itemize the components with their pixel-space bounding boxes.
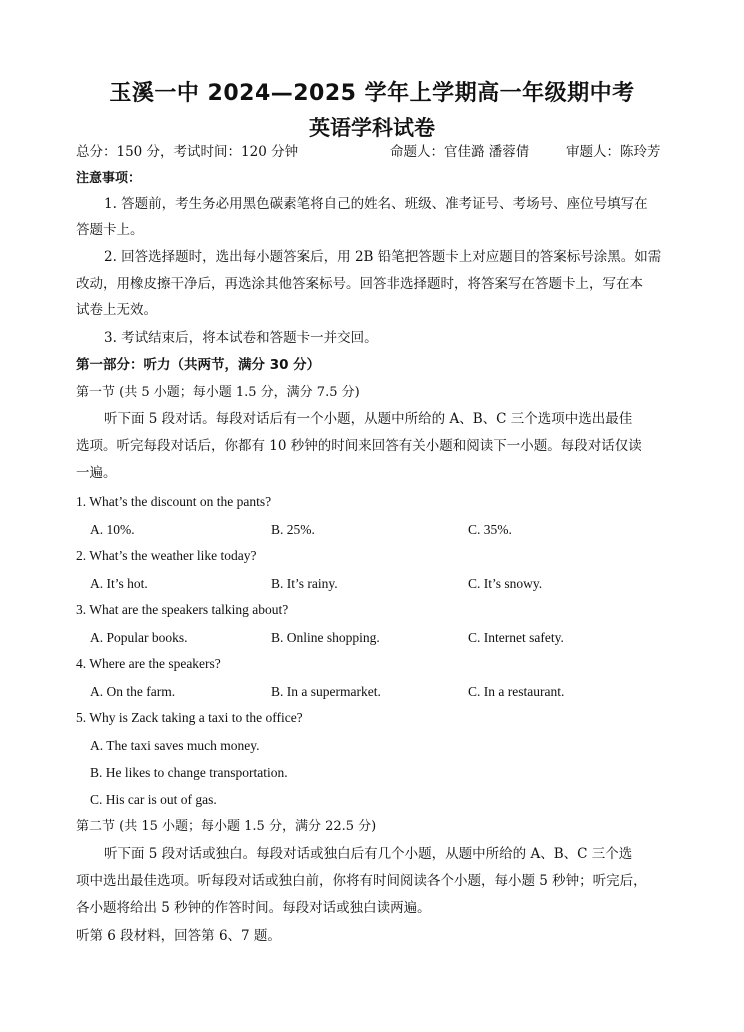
section2-instruction-line-1: 听下面 5 段对话或独白。每段对话或独白后有几个小题，从题中所给的 A、B、C 三个选 xyxy=(104,846,633,862)
total-info: 总分：150 分，考试时间：120 分钟 xyxy=(76,144,299,160)
question-5-option-c: C. His car is out of gas. xyxy=(90,792,217,807)
part1-heading: 第一部分：听力（共两节，满分 30 分） xyxy=(76,357,321,373)
section2-instruction-line-2: 项中选出最佳选项。听每段对话或独白前，你将有时间阅读各个小题，每小题 5 秒钟；听完后， xyxy=(76,873,647,889)
question-3-option-c: C. Internet safety. xyxy=(468,630,564,645)
section1-instruction-line-2: 选项。听完每段对话后，你都有 10 秒钟的时间来回答有关小题和阅读下一小题。每段对话仅读 xyxy=(76,438,642,454)
question-4-option-c: C. In a restaurant. xyxy=(468,684,565,699)
question-3-option-a: A. Popular books. xyxy=(90,630,188,645)
section2-heading: 第二节 (共 15 小题；每小题 1.5 分，满分 22.5 分) xyxy=(76,819,377,834)
section1-instruction-line-3: 一遍。 xyxy=(76,465,117,481)
section2-subheading: 听第 6 段材料，回答第 6、7 题。 xyxy=(76,928,281,944)
question-5-stem: 5. Why is Zack taking a taxi to the office? xyxy=(76,710,303,725)
exam-title: 玉溪一中 2024—2025 学年上学期高一年级期中考 xyxy=(109,81,635,106)
note-1-line-2: 答题卡上。 xyxy=(76,222,144,238)
section1-heading: 第一节 (共 5 小题；每小题 1.5 分，满分 7.5 分) xyxy=(76,385,360,400)
note-2-line-1: 2. 回答选择题时，选出每小题答案后，用 2B 铅笔把答题卡上对应题目的答案标号涂黑。如需 xyxy=(104,249,662,265)
question-1-option-b: B. 25%. xyxy=(271,522,315,537)
question-1-option-c: C. 35%. xyxy=(468,522,512,537)
question-3-stem: 3. What are the speakers talking about? xyxy=(76,602,289,617)
question-4-option-b: B. In a supermarket. xyxy=(271,684,381,699)
question-2-option-c: C. It’s snowy. xyxy=(468,576,543,591)
section1-instruction-line-1: 听下面 5 段对话。每段对话后有一个小题，从题中所给的 A、B、C 三个选项中选出最佳 xyxy=(104,411,633,427)
question-2-option-a: A. It’s hot. xyxy=(90,576,148,591)
note-3-line-1: 3. 考试结束后，将本试卷和答题卡一并交回。 xyxy=(104,330,378,346)
note-2-line-2: 改动，用橡皮擦干净后，再选涂其他答案标号。回答非选择题时，将答案写在答题卡上，写在本 xyxy=(76,276,643,292)
note-2-line-3: 试卷上无效。 xyxy=(76,302,157,318)
question-2-stem: 2. What’s the weather like today? xyxy=(76,548,257,563)
question-4-stem: 4. Where are the speakers? xyxy=(76,656,221,671)
note-1-line-1: 1. 答题前，考生务必用黑色碳素笔将自己的姓名、班级、准考证号、考场号、座位号填写在 xyxy=(104,196,648,212)
question-5-option-a: A. The taxi saves much money. xyxy=(90,738,260,753)
notes-heading: 注意事项： xyxy=(76,171,142,186)
question-1-stem: 1. What’s the discount on the pants? xyxy=(76,494,272,509)
section2-instruction-line-3: 各小题将给出 5 秒钟的作答时间。每段对话或独白读两遍。 xyxy=(76,900,431,916)
exam-subtitle: 英语学科试卷 xyxy=(309,116,435,140)
question-2-option-b: B. It’s rainy. xyxy=(271,576,338,591)
question-1-option-a: A. 10%. xyxy=(90,522,135,537)
question-5-option-b: B. He likes to change transportation. xyxy=(90,765,288,780)
reviewer-info: 审题人：陈玲芳 xyxy=(566,144,661,160)
question-3-option-b: B. Online shopping. xyxy=(271,630,380,645)
setter-info: 命题人：官佳潞 潘蓉倩 xyxy=(390,144,530,160)
question-4-option-a: A. On the farm. xyxy=(90,684,176,699)
